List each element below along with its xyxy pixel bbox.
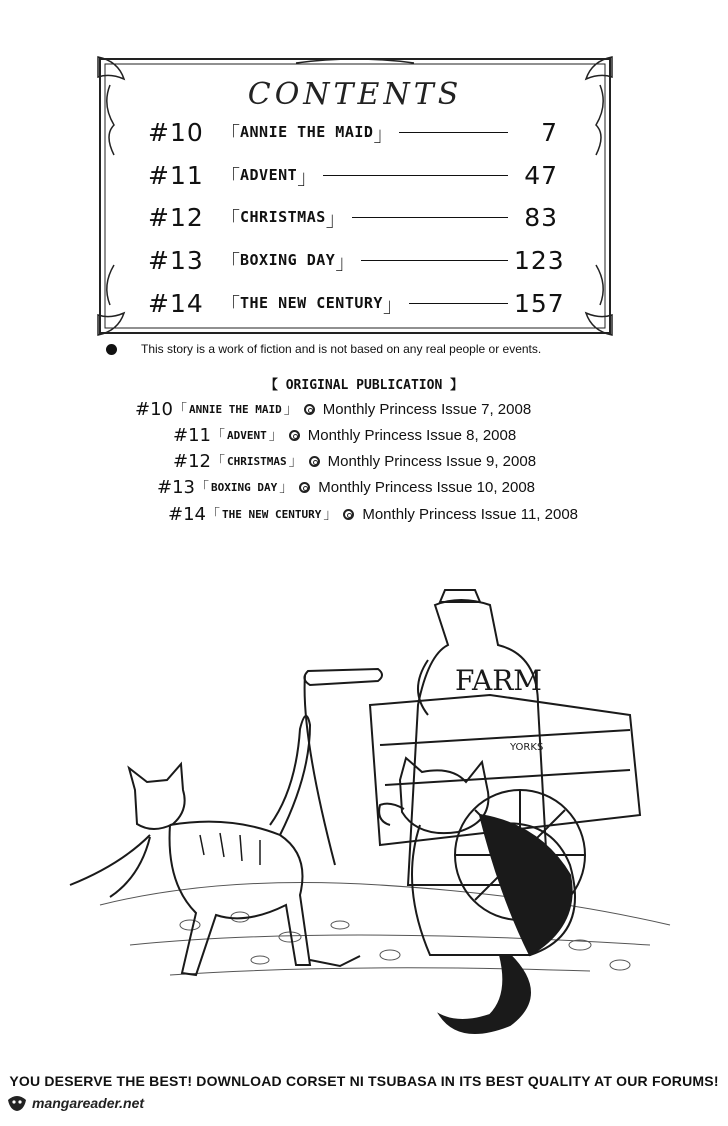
pub-issue: Monthly Princess Issue 10, 2008: [318, 478, 536, 496]
toc-chapter-title: THE NEW CENTURY: [240, 294, 383, 312]
bullet-icon: [106, 344, 117, 355]
toc-entry: #10 「 ANNIE THE MAID 」 7: [148, 117, 558, 147]
toc-chapter-number: #13: [148, 245, 204, 275]
publication-entry: #14 「 THE NEW CENTURY 」 Monthly Princess Issue 11, 2008: [168, 503, 579, 525]
leader-line: [409, 303, 508, 304]
toc-chapter-title: CHRISTMAS: [240, 208, 326, 226]
jug-label: FARM: [455, 664, 542, 697]
pub-chapter-number: #11: [173, 424, 211, 446]
toc-page-number: 157: [514, 288, 565, 318]
toc-entry: #11 「 ADVENT 」 47: [148, 160, 558, 190]
promo-banner: YOU DESERVE THE BEST! DOWNLOAD CORSET NI TSUBASA IN ITS BEST QUALITY AT OUR FORUMS!: [9, 1073, 719, 1089]
pub-chapter-title: ADVENT: [227, 428, 267, 442]
cats-and-cart-illustration: [40, 565, 680, 1055]
toc-chapter-title: BOXING DAY: [240, 251, 336, 269]
toc-entry: #13 「 BOXING DAY 」 123: [148, 245, 565, 275]
pub-chapter-title: ANNIE THE MAID: [189, 402, 282, 416]
watermark: [6, 1094, 144, 1112]
toc-entry: #12 「 CHRISTMAS 」 83: [148, 202, 558, 232]
toc-page-number: 7: [541, 117, 558, 147]
toc-chapter-number: #12: [148, 202, 204, 232]
jug-sublabel: YORKS: [510, 742, 544, 753]
toc-chapter-number: #11: [148, 160, 204, 190]
black-white-cat: [310, 758, 575, 1033]
leader-line: [399, 132, 508, 133]
ring-icon: [304, 404, 315, 415]
publication-entry: #13 「 BOXING DAY 」 Monthly Princess Issue 10, 2008: [157, 476, 536, 498]
contents-frame: [96, 55, 614, 337]
toc-chapter-title: ANNIE THE MAID: [240, 123, 374, 141]
publication-entry: #10 「 ANNIE THE MAID 」 Monthly Princess Issue 7, 2008: [135, 398, 532, 420]
pub-chapter-number: #13: [157, 476, 195, 498]
toc-chapter-number: #14: [148, 288, 204, 318]
contents-title: CONTENTS: [247, 77, 463, 112]
pub-issue: Monthly Princess Issue 7, 2008: [322, 400, 532, 418]
pub-chapter-number: #14: [168, 503, 206, 525]
pub-chapter-number: #12: [173, 450, 211, 472]
pub-issue: Monthly Princess Issue 11, 2008: [362, 505, 579, 523]
leader-line: [361, 260, 508, 261]
mask-icon: [6, 1094, 28, 1112]
pub-chapter-title: CHRISTMAS: [227, 454, 287, 468]
ring-icon: [289, 430, 300, 441]
toc-entry: #14 「 THE NEW CENTURY 」 157: [148, 288, 565, 318]
watermark-text: mangareader.net: [32, 1095, 145, 1111]
ring-icon: [309, 456, 320, 467]
ring-icon: [343, 509, 354, 520]
toc-page-number: 83: [524, 202, 558, 232]
toc-page-number: 47: [524, 160, 558, 190]
toc-chapter-number: #10: [148, 117, 204, 147]
pub-issue: Monthly Princess Issue 9, 2008: [327, 452, 537, 470]
disclaimer-text: This story is a work of fiction and is not based on any real people or events.: [141, 342, 542, 356]
pub-issue: Monthly Princess Issue 8, 2008: [307, 426, 517, 444]
toc-chapter-title: ADVENT: [240, 166, 298, 184]
leader-line: [352, 217, 508, 218]
cart: [304, 669, 640, 920]
leader-line: [323, 175, 508, 176]
toc-page-number: 123: [514, 245, 565, 275]
pub-chapter-number: #10: [135, 398, 173, 420]
publication-entry: #11 「 ADVENT 」 Monthly Princess Issue 8, 2008: [173, 424, 517, 446]
publication-entry: #12 「 CHRISTMAS 」 Monthly Princess Issue 9, 2008: [173, 450, 537, 472]
pub-chapter-title: BOXING DAY: [211, 480, 278, 494]
ring-icon: [299, 482, 310, 493]
pub-chapter-title: THE NEW CENTURY: [222, 507, 322, 521]
disclaimer: [106, 342, 541, 356]
publication-heading: 【 ORIGINAL PUBLICATION 】: [264, 378, 464, 393]
